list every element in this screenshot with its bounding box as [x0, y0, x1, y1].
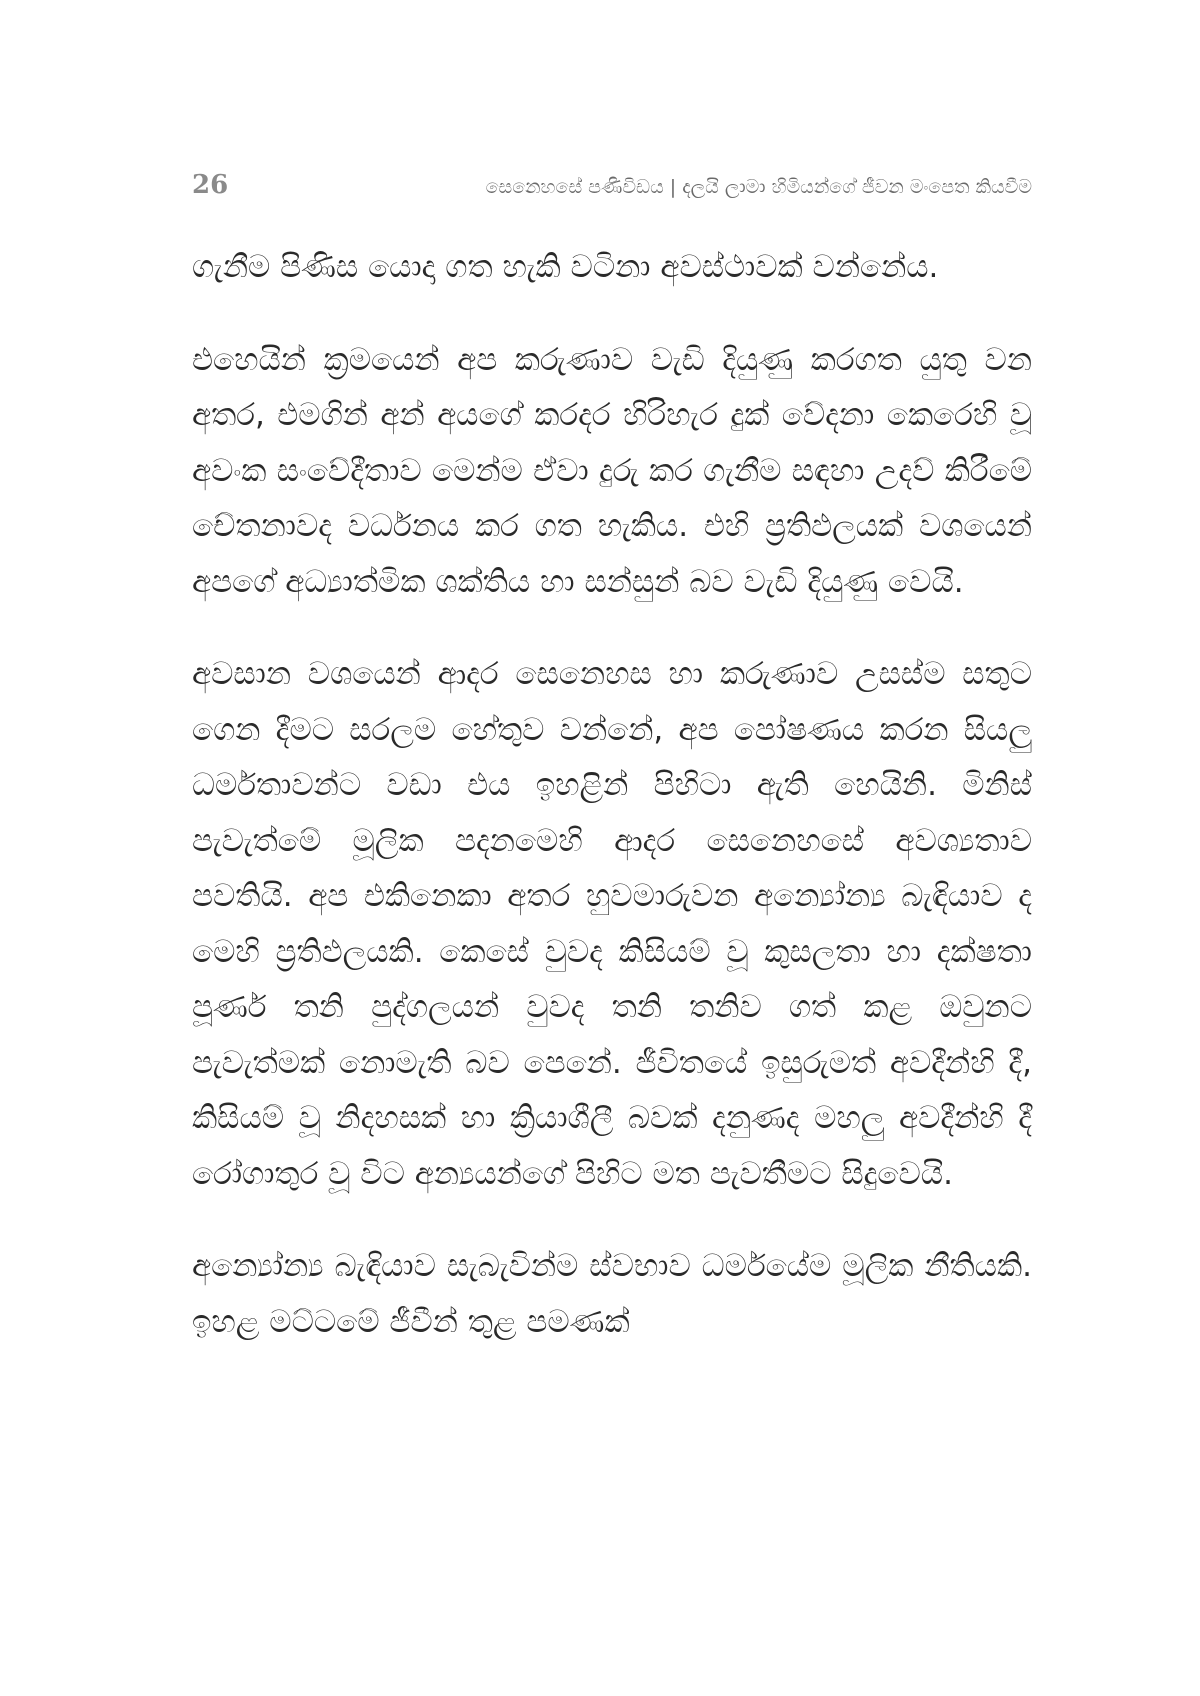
- page-number: 26: [192, 170, 229, 200]
- running-title: සෙනෙහසේ පණිවිඩය | දලයි ලාමා හිමියන්ගේ ජීවන මංපෙත කියවීම: [485, 176, 1032, 198]
- paragraph: ගැනීම පිණිස යොදා ගත හැකි වටිනා අවස්ථාවක් වන්නේය.: [192, 249, 939, 285]
- paragraph: අන්‍යෝන්‍ය බැඳියාව සැබැවින්ම ස්වභාව ධර්මයේම මූලික නීතියකි. ඉහළ මට්ටමේ ජීවීන් තුළ පමණක්: [192, 1248, 1032, 1340]
- paragraph: එහෙයින් ක්‍රමයෙන් අප කරුණාව වැඩි දියුණු කරගත යුතු වන අතර, එමගින් අන් අයගේ කරදර හිරිහැර දුක් වේදනා කෙරෙහි වූ අවංක සංවේදීතාව මෙන්ම ඒවා දුරු කර ගැනීම සඳහා උදව් කිරීමේ චේතනාවද වර්ධනය කර ගත හැකිය. එහි ප්‍රතිඵලයක් වශයෙන් අපගේ අධ්‍යාත්මික ශක්තිය හා සන්සුන් බව වැඩි දියුණු වෙයි.: [192, 341, 1032, 600]
- body-text: [192, 240, 1032, 1350]
- paragraph: අවසාන වශයෙන් ආදර සෙනෙහස හා කරුණාව උසස්ම සතුට ගෙන දීමට සරලම හේතුව වන්නේ, අප පෝෂණය කරන සියලු ධර්මතාවන්ට වඩා එය ඉහළින් පිහිටා ඇති හෙයිනි. මිනිස් පැවැත්මේ මූලික පදනමෙහි ආදර සෙනෙහසේ අවශ්‍යතාව පවතියි. අප එකිනෙකා අතර හුවමාරුවන අන්‍යෝන්‍ය බැඳියාව ද මෙහි ප්‍රතිඵලයකි. කෙසේ වුවද කිසියම් වූ කුසලතා හා දක්ෂතා පූර්ණ තනි පුද්ගලයන් වුවද තනි තනිව ගත් කළ ඔවුනට පැවැත්මක් නොමැති බව පෙනේ. ජීවිතයේ ඉසුරුමත් අවදීන්හි දී, කිසියම් වූ නිදහසක් හා ක්‍රියාශීලී බවක් දනුණද මහලු අවදීන්හි දී රෝගාතුර වූ විට අන්‍යයන්ගේ පිහිට මත පැවතීමට සිදුවෙයි.: [192, 656, 1032, 1192]
- running-header: [192, 170, 1032, 210]
